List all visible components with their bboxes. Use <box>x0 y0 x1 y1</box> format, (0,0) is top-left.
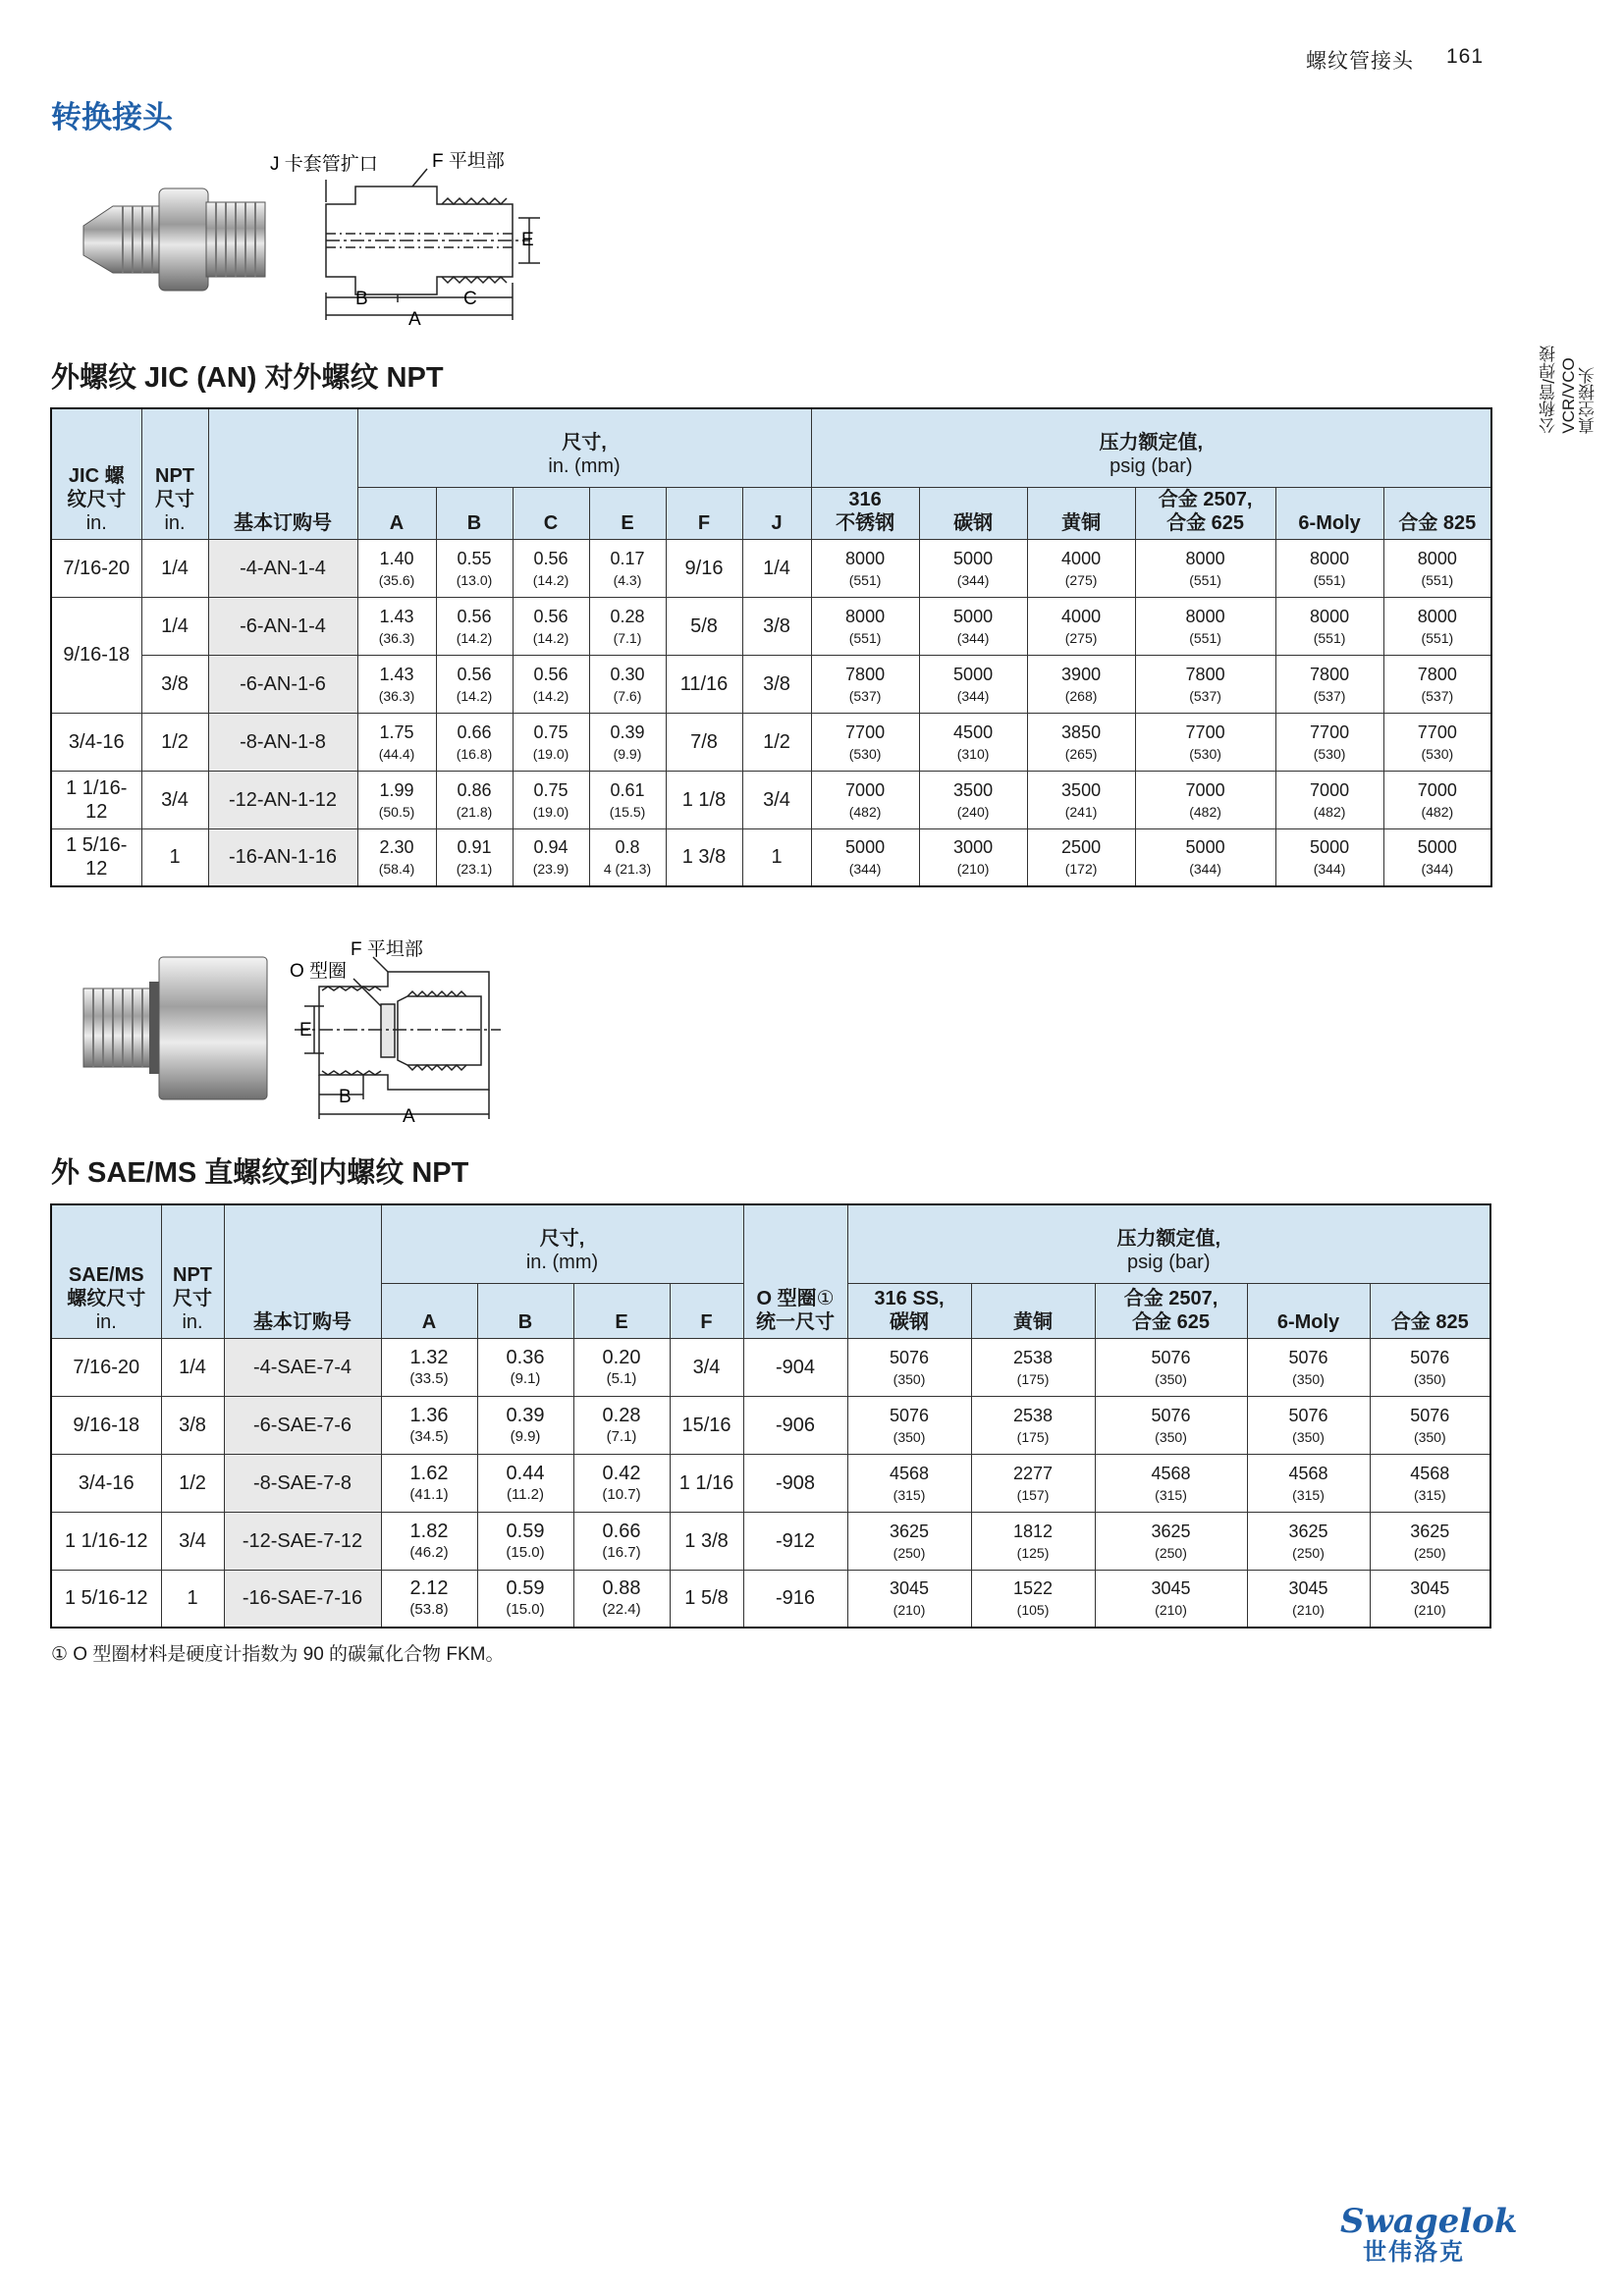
brand-logo <box>1340 2202 1518 2267</box>
col-f: F <box>670 1283 743 1338</box>
cell-e: 0.28 (7.1) <box>573 1396 670 1454</box>
cell-f: 1 5/8 <box>670 1570 743 1628</box>
adapter-diagram-2 <box>69 928 511 1129</box>
table-row <box>51 1396 1490 1454</box>
cell-f: 1 3/8 <box>670 1512 743 1570</box>
label-c: C <box>463 289 477 309</box>
cell-p: 4568 (315) <box>1095 1454 1247 1512</box>
cell-p: 5076 (350) <box>1095 1396 1247 1454</box>
cell-j: 3/8 <box>742 597 811 655</box>
cell-npt: 3/4 <box>161 1512 224 1570</box>
cell-a: 1.40 (35.6) <box>357 539 436 597</box>
cell-p: 3045 (210) <box>847 1570 971 1628</box>
cell-npt: 1/4 <box>161 1338 224 1396</box>
cell-c: 0.94 (23.9) <box>513 828 589 886</box>
fitting-photo <box>83 957 267 1099</box>
cell-c: 0.75 (19.0) <box>513 771 589 828</box>
table-row <box>51 1338 1490 1396</box>
cell-c: 0.56 (14.2) <box>513 655 589 713</box>
cell-a: 1.62 (41.1) <box>381 1454 477 1512</box>
cell-p: 7700 (530) <box>1135 713 1275 771</box>
cell-e: 0.61 (15.5) <box>589 771 666 828</box>
cell-jic: 1 1/16- 12 <box>51 771 141 828</box>
col-a: A <box>357 487 436 539</box>
cell-p: 3000 (210) <box>919 828 1027 886</box>
cell-order: -4-AN-1-4 <box>208 539 357 597</box>
col-sae: SAE/MS 螺纹尺寸 in. <box>51 1204 161 1338</box>
cell-p: 5076 (350) <box>1370 1338 1490 1396</box>
cell-b: 0.39 (9.9) <box>477 1396 573 1454</box>
table-row <box>51 597 1491 655</box>
cell-p: 5000 (344) <box>1135 828 1275 886</box>
cell-p: 5076 (350) <box>1247 1396 1370 1454</box>
cell-p: 3625 (250) <box>1370 1512 1490 1570</box>
label-e: E <box>521 230 534 250</box>
col-order: 基本订购号 <box>208 408 357 539</box>
col-jic: JIC 螺 纹尺寸 in. <box>51 408 141 539</box>
cell-p: 2538 (175) <box>971 1338 1095 1396</box>
cell-j: 1/2 <box>742 713 811 771</box>
col-f: F <box>666 487 742 539</box>
cell-p: 2500 (172) <box>1027 828 1135 886</box>
cell-p: 4568 (315) <box>1370 1454 1490 1512</box>
cell-f: 15/16 <box>670 1396 743 1454</box>
cell-f: 1 1/16 <box>670 1454 743 1512</box>
table1-title: 外螺纹 JIC (AN) 对外螺纹 NPT <box>51 362 444 394</box>
cell-p: 7800 (537) <box>1383 655 1491 713</box>
cell-p: 7800 (537) <box>1135 655 1275 713</box>
label-a: A <box>403 1106 415 1127</box>
cell-p: 5000 (344) <box>919 655 1027 713</box>
col-e: E <box>573 1283 670 1338</box>
col-6moly: 6-Moly <box>1247 1283 1370 1338</box>
cell-e: 0.8 4 (21.3) <box>589 828 666 886</box>
cell-npt: 1 <box>141 828 208 886</box>
cell-order: -8-SAE-7-8 <box>224 1454 381 1512</box>
cell-p: 5000 (344) <box>919 539 1027 597</box>
cell-p: 7000 (482) <box>1383 771 1491 828</box>
cell-npt: 1/2 <box>161 1454 224 1512</box>
cell-sae: 9/16-18 <box>51 1396 161 1454</box>
col-b: B <box>477 1283 573 1338</box>
cell-order: -16-AN-1-16 <box>208 828 357 886</box>
cell-f: 7/8 <box>666 713 742 771</box>
cell-j: 3/4 <box>742 771 811 828</box>
col-order: 基本订购号 <box>224 1204 381 1338</box>
cell-b: 0.44 (11.2) <box>477 1454 573 1512</box>
label-j: J 卡套管扩口 <box>270 154 378 175</box>
cell-b: 0.91 (23.1) <box>436 828 513 886</box>
cell-f: 1 1/8 <box>666 771 742 828</box>
cell-p: 5076 (350) <box>847 1396 971 1454</box>
cell-npt: 1/4 <box>141 539 208 597</box>
page-number: 161 <box>1446 45 1485 68</box>
cell-p: 5000 (344) <box>919 597 1027 655</box>
col-npt: NPT 尺寸 in. <box>161 1204 224 1338</box>
cell-npt: 3/8 <box>141 655 208 713</box>
table-row <box>51 539 1491 597</box>
cell-a: 1.43 (36.3) <box>357 597 436 655</box>
col-oring: O 型圈① 统一尺寸 <box>743 1204 847 1338</box>
cell-p: 3625 (250) <box>1247 1512 1370 1570</box>
cell-b: 0.66 (16.8) <box>436 713 513 771</box>
cell-p: 3500 (241) <box>1027 771 1135 828</box>
cell-jic: 3/4-16 <box>51 713 141 771</box>
col-316ss: 316 SS, 碳钢 <box>847 1283 971 1338</box>
cell-npt: 1 <box>161 1570 224 1628</box>
cell-p: 3045 (210) <box>1370 1570 1490 1628</box>
section-title: 转换接头 <box>51 100 173 134</box>
cell-p: 3900 (268) <box>1027 655 1135 713</box>
cell-p: 4568 (315) <box>847 1454 971 1512</box>
cell-e: 0.17 (4.3) <box>589 539 666 597</box>
table-row <box>51 1512 1490 1570</box>
cell-b: 0.59 (15.0) <box>477 1570 573 1628</box>
cell-p: 1522 (105) <box>971 1570 1095 1628</box>
cell-sae: 3/4-16 <box>51 1454 161 1512</box>
cell-order: -4-SAE-7-4 <box>224 1338 381 1396</box>
cell-p: 3625 (250) <box>847 1512 971 1570</box>
cell-a: 1.99 (50.5) <box>357 771 436 828</box>
cell-f: 11/16 <box>666 655 742 713</box>
cell-b: 0.55 (13.0) <box>436 539 513 597</box>
cell-npt: 3/4 <box>141 771 208 828</box>
cell-p: 1812 (125) <box>971 1512 1095 1570</box>
cell-p: 2538 (175) <box>971 1396 1095 1454</box>
cell-sae: 7/16-20 <box>51 1338 161 1396</box>
col-316: 316 不锈钢 <box>811 487 919 539</box>
col-825: 合金 825 <box>1370 1283 1490 1338</box>
cell-npt: 3/8 <box>161 1396 224 1454</box>
cell-order: -16-SAE-7-16 <box>224 1570 381 1628</box>
col-j: J <box>742 487 811 539</box>
col-brass: 黄铜 <box>1027 487 1135 539</box>
cell-j: 3/8 <box>742 655 811 713</box>
col-npt: NPT 尺寸 in. <box>141 408 208 539</box>
side-tab-line: VCR/VCO <box>1559 357 1578 434</box>
cell-p: 3045 (210) <box>1095 1570 1247 1628</box>
table2 <box>50 1203 1491 1629</box>
cell-p: 8000 (551) <box>811 597 919 655</box>
cell-p: 3850 (265) <box>1027 713 1135 771</box>
cell-order: -8-AN-1-8 <box>208 713 357 771</box>
cell-oring: -912 <box>743 1512 847 1570</box>
cell-p: 7700 (530) <box>1383 713 1491 771</box>
col-825: 合金 825 <box>1383 487 1491 539</box>
cell-b: 0.59 (15.0) <box>477 1512 573 1570</box>
cell-sae: 1 1/16-12 <box>51 1512 161 1570</box>
cell-e: 0.66 (16.7) <box>573 1512 670 1570</box>
cell-oring: -906 <box>743 1396 847 1454</box>
cell-a: 1.32 (33.5) <box>381 1338 477 1396</box>
cell-f: 9/16 <box>666 539 742 597</box>
table2-title: 外 SAE/MS 直螺纹到内螺纹 NPT <box>51 1157 469 1189</box>
cell-p: 8000 (551) <box>811 539 919 597</box>
chapter-title: 螺纹管接头 <box>1306 50 1414 73</box>
cell-e: 0.28 (7.1) <box>589 597 666 655</box>
cell-b: 0.56 (14.2) <box>436 655 513 713</box>
cell-p: 7000 (482) <box>811 771 919 828</box>
cell-a: 1.75 (44.4) <box>357 713 436 771</box>
cell-jic: 1 5/16- 12 <box>51 828 141 886</box>
cell-p: 7800 (537) <box>811 655 919 713</box>
cell-a: 1.43 (36.3) <box>357 655 436 713</box>
cell-p: 3045 (210) <box>1247 1570 1370 1628</box>
cell-npt: 1/2 <box>141 713 208 771</box>
cell-p: 4568 (315) <box>1247 1454 1370 1512</box>
cell-a: 1.36 (34.5) <box>381 1396 477 1454</box>
cell-f: 5/8 <box>666 597 742 655</box>
cell-p: 5076 (350) <box>1370 1396 1490 1454</box>
table-row <box>51 1570 1490 1628</box>
table-row <box>51 1454 1490 1512</box>
cell-p: 4500 (310) <box>919 713 1027 771</box>
col-2507: 合金 2507, 合金 625 <box>1095 1283 1247 1338</box>
cell-e: 0.88 (22.4) <box>573 1570 670 1628</box>
label-b: B <box>339 1087 352 1107</box>
cell-order: -6-AN-1-4 <box>208 597 357 655</box>
cell-order: -6-SAE-7-6 <box>224 1396 381 1454</box>
cell-p: 8000 (551) <box>1383 539 1491 597</box>
col-e: E <box>589 487 666 539</box>
col-b: B <box>436 487 513 539</box>
cell-p: 3500 (240) <box>919 771 1027 828</box>
cell-p: 4000 (275) <box>1027 539 1135 597</box>
cell-e: 0.39 (9.9) <box>589 713 666 771</box>
cell-p: 5000 (344) <box>811 828 919 886</box>
cell-b: 0.86 (21.8) <box>436 771 513 828</box>
cell-p: 5076 (350) <box>1095 1338 1247 1396</box>
cell-p: 7700 (530) <box>811 713 919 771</box>
cell-p: 8000 (551) <box>1275 539 1383 597</box>
cell-f: 1 3/8 <box>666 828 742 886</box>
footnote: ① O 型圈材料是硬度计指数为 90 的碳氟化合物 FKM。 <box>51 1644 505 1665</box>
cell-j: 1 <box>742 828 811 886</box>
cell-c: 0.56 (14.2) <box>513 597 589 655</box>
cell-p: 5000 (344) <box>1383 828 1491 886</box>
cell-oring: -904 <box>743 1338 847 1396</box>
cell-order: -6-AN-1-6 <box>208 655 357 713</box>
table-row <box>51 771 1491 828</box>
side-tab <box>1540 346 1606 434</box>
group-pressure: 压力额定值, psig (bar) <box>847 1204 1490 1283</box>
table-row <box>51 713 1491 771</box>
cell-p: 8000 (551) <box>1383 597 1491 655</box>
table-row <box>51 655 1491 713</box>
cell-sae: 1 5/16-12 <box>51 1570 161 1628</box>
label-e: E <box>299 1020 312 1041</box>
cell-oring: -908 <box>743 1454 847 1512</box>
col-c: C <box>513 487 589 539</box>
label-b: B <box>355 289 368 309</box>
label-f: F 平坦部 <box>432 151 505 172</box>
cell-a: 2.12 (53.8) <box>381 1570 477 1628</box>
cell-p: 7000 (482) <box>1135 771 1275 828</box>
cell-b: 0.36 (9.1) <box>477 1338 573 1396</box>
col-2507: 合金 2507, 合金 625 <box>1135 487 1275 539</box>
cell-f: 3/4 <box>670 1338 743 1396</box>
cell-p: 4000 (275) <box>1027 597 1135 655</box>
group-dim: 尺寸, in. (mm) <box>381 1204 743 1283</box>
col-a: A <box>381 1283 477 1338</box>
side-tab-line: 公称管/焊接 <box>1540 346 1558 434</box>
cell-order: -12-SAE-7-12 <box>224 1512 381 1570</box>
col-carbon: 碳钢 <box>919 487 1027 539</box>
table-row <box>51 828 1491 886</box>
cell-p: 5000 (344) <box>1275 828 1383 886</box>
brand-cn: 世伟洛克 <box>1363 2239 1465 2266</box>
cell-p: 5076 (350) <box>1247 1338 1370 1396</box>
cell-c: 0.56 (14.2) <box>513 539 589 597</box>
brand-name: Swagelok <box>1340 2202 1518 2241</box>
cell-p: 2277 (157) <box>971 1454 1095 1512</box>
label-o: O 型圈 <box>290 961 348 982</box>
group-pressure: 压力额定值, psig (bar) <box>811 408 1491 487</box>
col-brass: 黄铜 <box>971 1283 1095 1338</box>
cell-j: 1/4 <box>742 539 811 597</box>
cell-e: 0.20 (5.1) <box>573 1338 670 1396</box>
cell-p: 8000 (551) <box>1135 539 1275 597</box>
side-tab-line: 真空接头 <box>1579 366 1597 434</box>
cell-order: -12-AN-1-12 <box>208 771 357 828</box>
cell-p: 7800 (537) <box>1275 655 1383 713</box>
cell-npt: 1/4 <box>141 597 208 655</box>
cell-e: 0.30 (7.6) <box>589 655 666 713</box>
adapter-diagram-1 <box>69 145 550 332</box>
cell-p: 7000 (482) <box>1275 771 1383 828</box>
fitting-photo <box>83 188 265 291</box>
cell-p: 8000 (551) <box>1135 597 1275 655</box>
cell-b: 0.56 (14.2) <box>436 597 513 655</box>
cell-c: 0.75 (19.0) <box>513 713 589 771</box>
cell-p: 8000 (551) <box>1275 597 1383 655</box>
label-a: A <box>408 309 421 330</box>
cell-a: 2.30 (58.4) <box>357 828 436 886</box>
cell-jic: 7/16-20 <box>51 539 141 597</box>
label-f: F 平坦部 <box>351 939 423 960</box>
cell-p: 7700 (530) <box>1275 713 1383 771</box>
col-6moly: 6-Moly <box>1275 487 1383 539</box>
cell-p: 5076 (350) <box>847 1338 971 1396</box>
group-dim: 尺寸, in. (mm) <box>357 408 811 487</box>
table1 <box>50 407 1492 887</box>
cell-p: 3625 (250) <box>1095 1512 1247 1570</box>
cell-e: 0.42 (10.7) <box>573 1454 670 1512</box>
cell-a: 1.82 (46.2) <box>381 1512 477 1570</box>
cell-jic: 9/16-18 <box>51 597 141 713</box>
cell-oring: -916 <box>743 1570 847 1628</box>
